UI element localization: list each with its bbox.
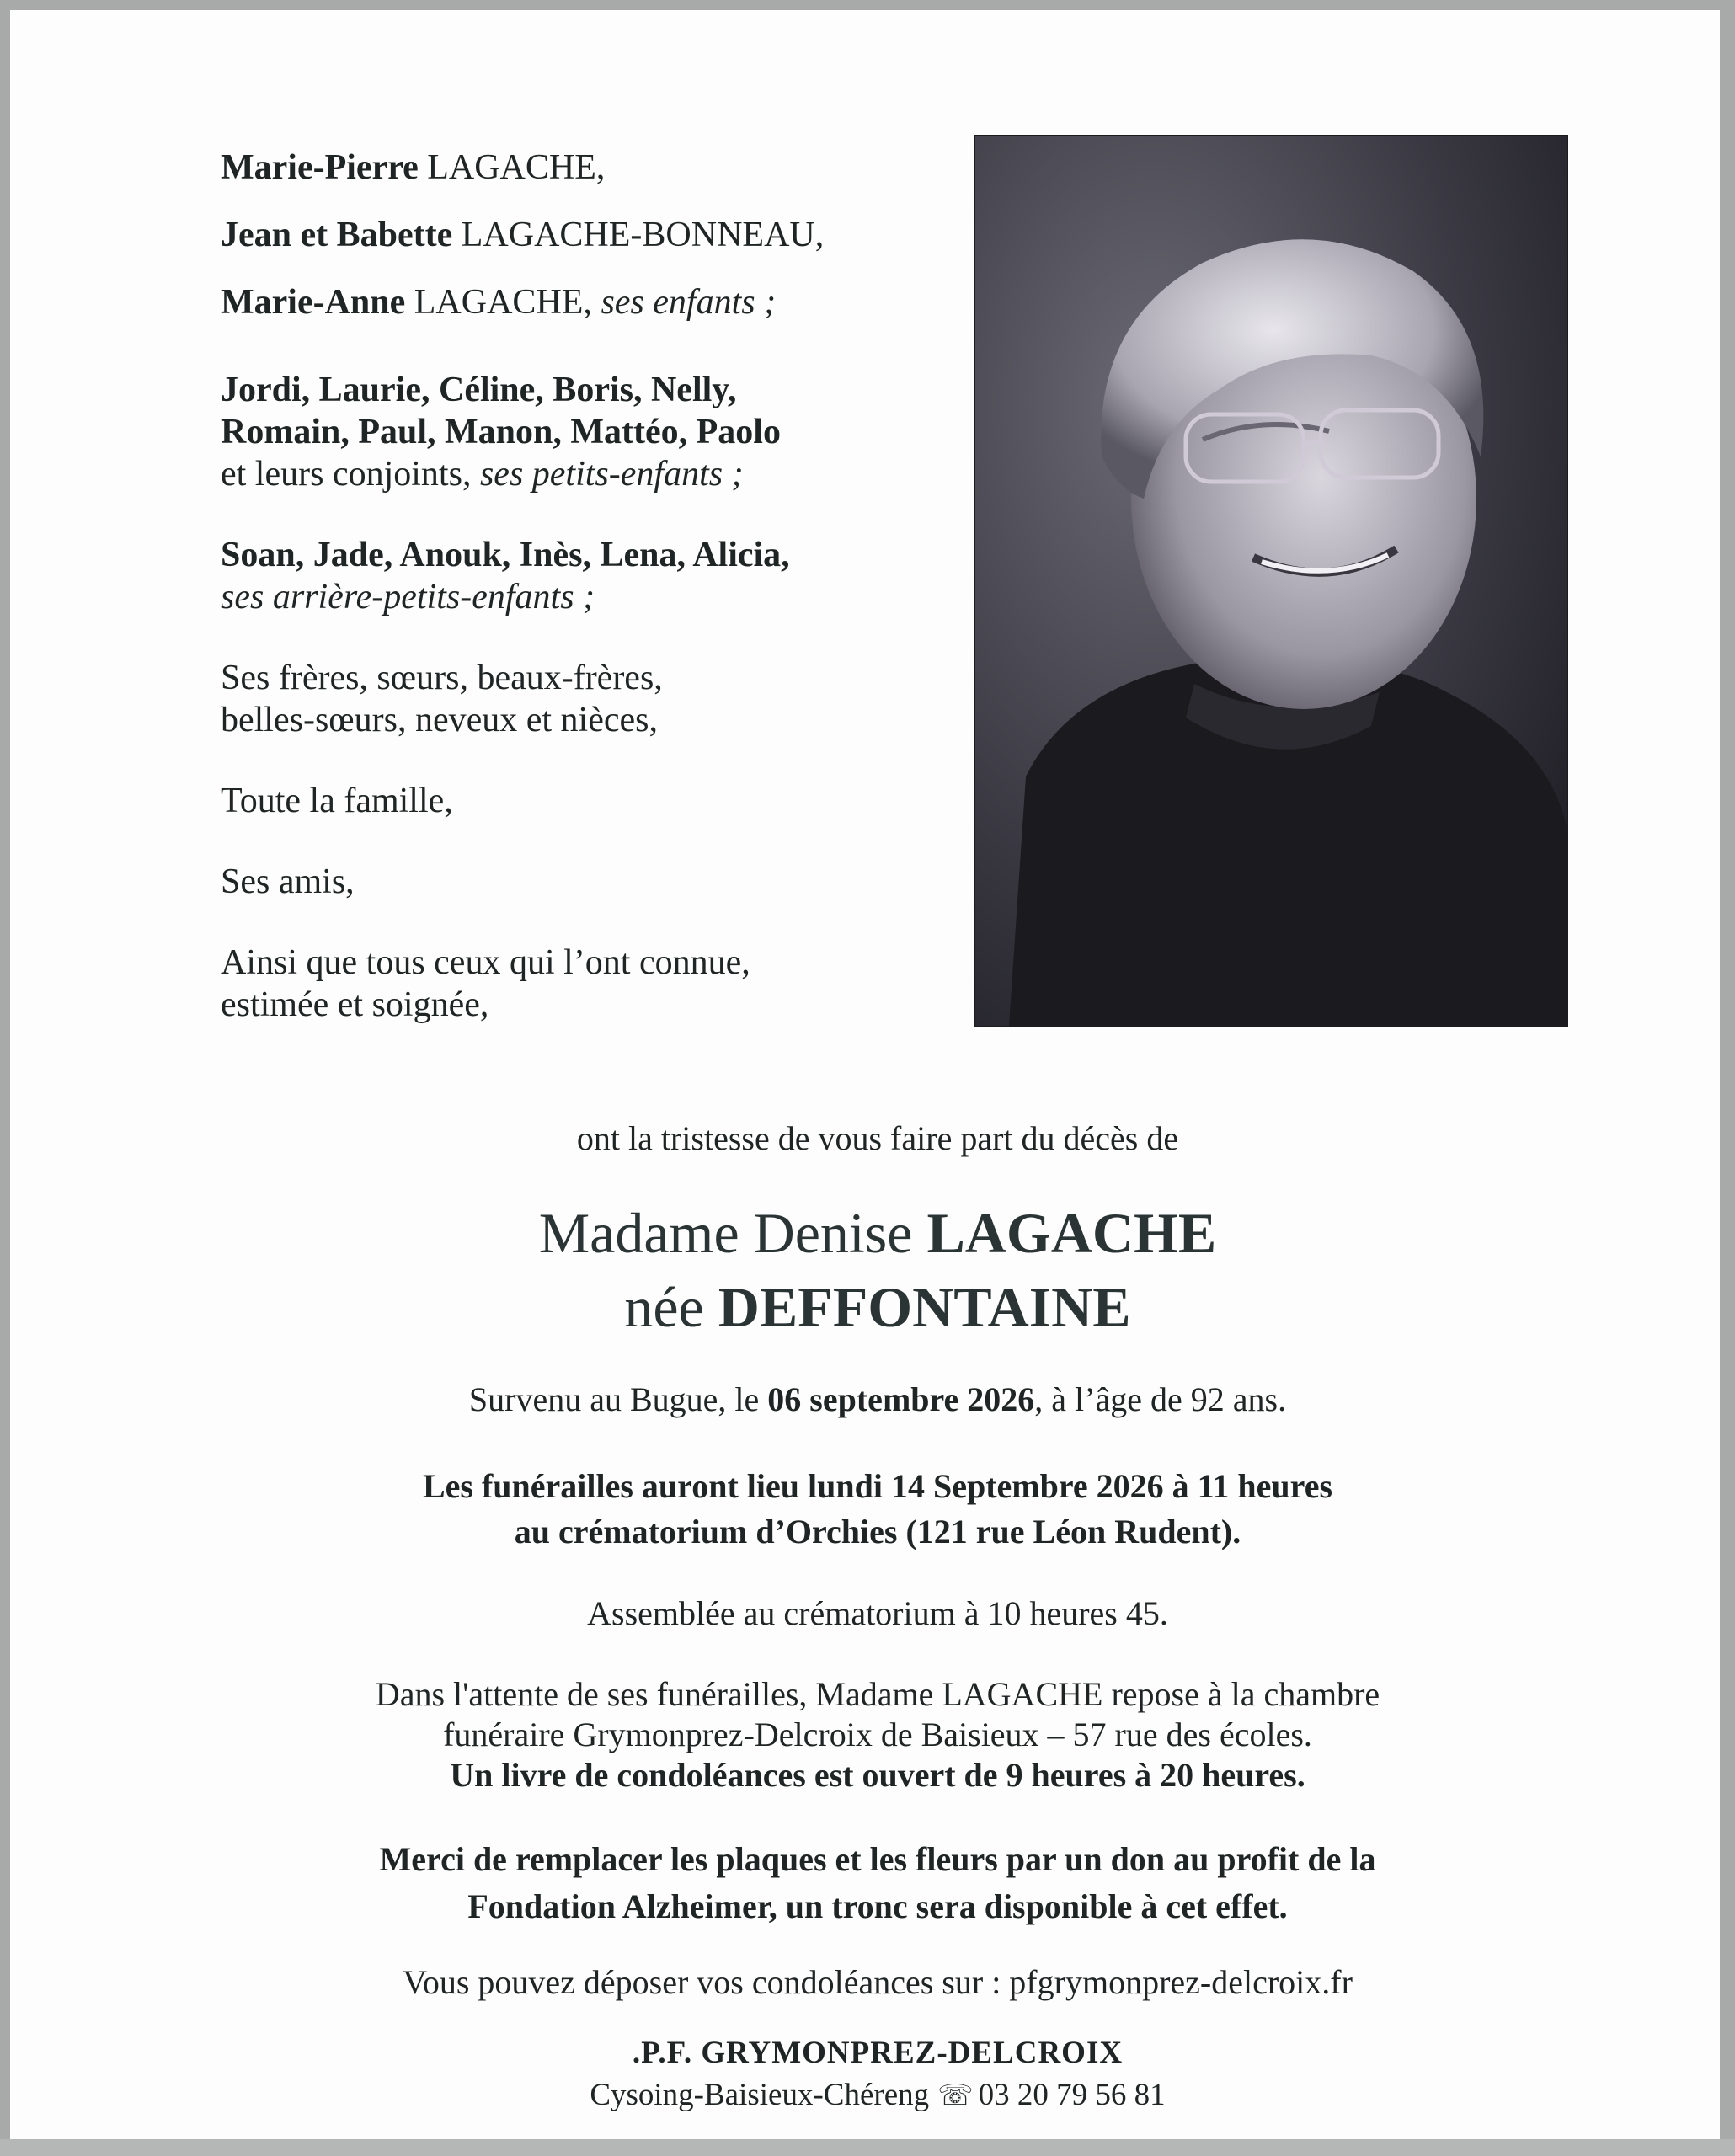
phone-icon: ☏ — [937, 2080, 974, 2111]
family-line-children-3: Marie-Anne LAGACHE, ses enfants ; — [221, 283, 777, 322]
friends: Ses amis, — [221, 862, 355, 901]
sheet-bottom-edge — [0, 2139, 1735, 2156]
funeral-home-phone: 03 20 79 56 81 — [978, 2078, 1166, 2112]
portrait-photo-icon — [975, 136, 1567, 1026]
donation-request — [10, 1836, 1735, 1930]
condolence-book-hours: Un livre de condoléances est ouvert de 9 heures à 20 heures. — [450, 1756, 1305, 1794]
funeral-home-name: .P.F. GRYMONPREZ-DELCROIX — [632, 2036, 1124, 2070]
assembly-time: Assemblée au crématorium à 10 heures 45. — [587, 1594, 1168, 1632]
online-condolences: Vous pouvez déposer vos condoléances sur : pfgrymonprez-delcroix.fr — [403, 1963, 1353, 2001]
funeral-line-1: Les funérailles auront lieu lundi 14 Septembre 2026 à 11 heures — [422, 1467, 1333, 1505]
grandchildren-line-1: Jordi, Laurie, Céline, Boris, Nelly, — [221, 371, 737, 409]
obituary-sheet — [10, 10, 1720, 2144]
siblings-line-2: belles-sœurs, neveux et nièces, — [221, 701, 658, 739]
funeral-details — [10, 1464, 1735, 1555]
portrait-photo — [974, 135, 1568, 1027]
siblings-line-1: Ses frères, sœurs, beaux-frères, — [221, 659, 663, 697]
grandchildren-line-3: et leurs conjoints, ses petits-enfants ; — [221, 455, 744, 494]
family-line-children-1: Marie-Pierre LAGACHE, — [221, 148, 606, 187]
rest-line-1: Dans l'attente de ses funérailles, Madame LAGACHE repose à la chambre — [375, 1675, 1380, 1713]
grandchildren-line-2: Romain, Paul, Manon, Mattéo, Paolo — [221, 413, 781, 451]
deceased-name — [10, 1196, 1735, 1344]
others-line-1: Ainsi que tous ceux qui l’ont connue, — [221, 943, 750, 982]
great-grandchildren-line-2: ses arrière-petits-enfants ; — [221, 578, 595, 616]
family-list — [221, 147, 979, 1026]
donation-line-1: Merci de remplacer les plaques et les fleurs par un don au profit de la — [379, 1840, 1376, 1878]
funeral-line-2: au crématorium d’Orchies (121 rue Léon Rudent). — [514, 1513, 1241, 1550]
deceased-name-line-2: née DEFFONTAINE — [624, 1275, 1131, 1339]
funeral-home-contact — [10, 2077, 1735, 2113]
rest-details — [10, 1674, 1735, 1796]
donation-line-2: Fondation Alzheimer, un tronc sera disponible à cet effet. — [467, 1887, 1288, 1925]
family-line-children-2: Jean et Babette LAGACHE-BONNEAU, — [221, 216, 825, 254]
great-grandchildren-line-1: Soan, Jade, Anouk, Inès, Lena, Alicia, — [221, 536, 790, 574]
announcement: ont la tristesse de vous faire part du décès de — [576, 1119, 1179, 1157]
whole-family: Toute la famille, — [221, 782, 453, 820]
funeral-home-locations: Cysoing-Baisieux-Chéreng — [590, 2078, 930, 2112]
deceased-name-line-1: Madame Denise LAGACHE — [538, 1201, 1217, 1265]
death-details: Survenu au Bugue, le 06 septembre 2026, à l’âge de 92 ans. — [468, 1380, 1287, 1418]
rest-line-2: funéraire Grymonprez-Delcroix de Baisieux – 57 rue des écoles. — [443, 1716, 1312, 1753]
others-line-2: estimée et soignée, — [221, 985, 489, 1024]
